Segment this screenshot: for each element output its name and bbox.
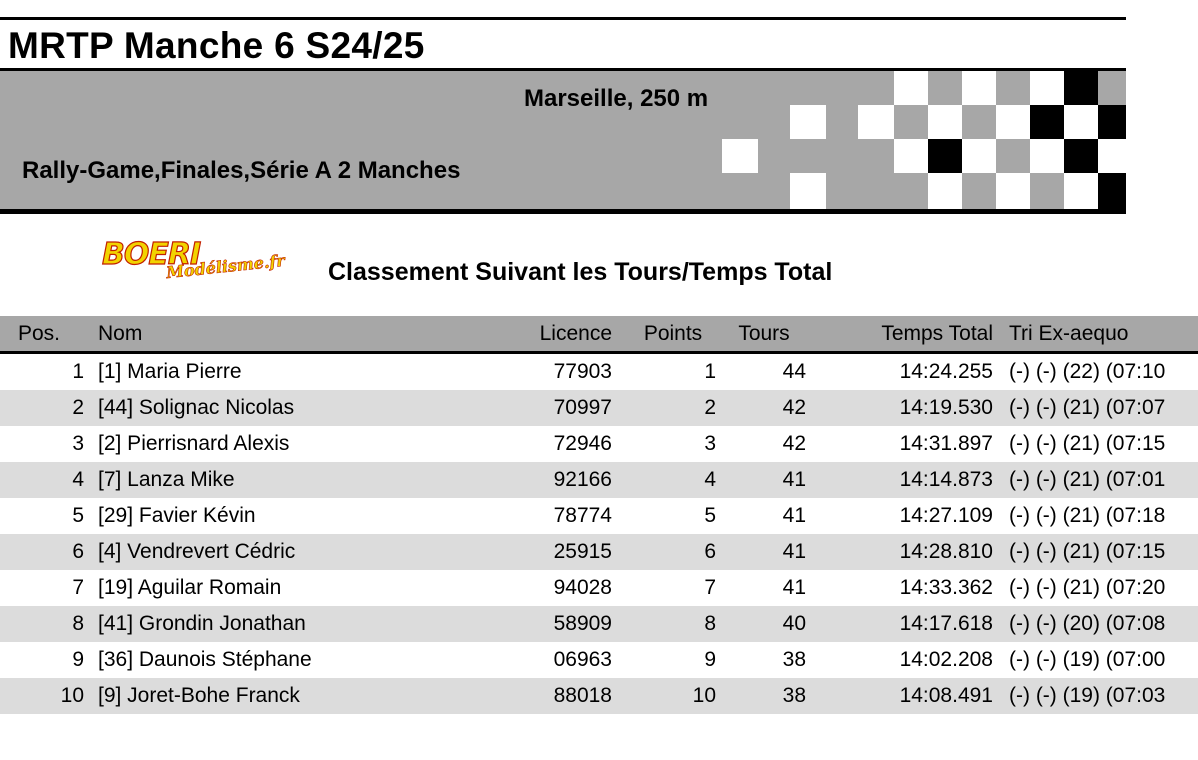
table-row <box>0 462 1198 498</box>
table-row <box>0 426 1198 462</box>
cell-pos: 1 <box>72 360 84 383</box>
table-row <box>0 570 1198 606</box>
logo-brand: BOERI <box>102 237 201 272</box>
col-header-points: Points <box>612 316 716 353</box>
cell-tours: 40 <box>782 612 806 635</box>
cell-licence: 72946 <box>553 432 612 455</box>
cell-name: [19] Aguilar Romain <box>98 576 282 599</box>
cell-tri: (-) (-) (21) (07:15 <box>1009 432 1166 455</box>
top-rule <box>0 17 1126 20</box>
cell-points: 10 <box>692 684 716 707</box>
cell-time: 14:33.362 <box>899 576 993 599</box>
cell-licence: 78774 <box>553 504 612 527</box>
cell-licence: 70997 <box>553 396 612 419</box>
table-row <box>0 642 1198 678</box>
header-band <box>0 68 1126 214</box>
cell-name: [44] Solignac Nicolas <box>98 396 295 419</box>
ranking-subtitle: Classement Suivant les Tours/Temps Total <box>328 258 833 286</box>
logo-sub: Modélisme.fr <box>165 250 286 283</box>
table-row <box>0 353 1198 391</box>
cell-time: 14:28.810 <box>899 540 993 563</box>
cell-tri: (-) (-) (19) (07:03 <box>1009 684 1166 707</box>
cell-points: 4 <box>704 468 716 491</box>
cell-licence: 25915 <box>553 540 612 563</box>
cell-name: [2] Pierrisnard Alexis <box>98 432 290 455</box>
table-row <box>0 678 1198 714</box>
cell-tri: (-) (-) (21) (07:01 <box>1009 468 1166 491</box>
cell-pos: 5 <box>72 504 84 527</box>
table-row <box>0 606 1198 642</box>
col-header-tours: Tours <box>716 316 806 353</box>
cell-licence: 06963 <box>553 648 612 671</box>
cell-points: 3 <box>704 432 716 455</box>
cell-licence: 88018 <box>553 684 612 707</box>
table-header-row <box>0 316 1198 353</box>
cell-points: 8 <box>704 612 716 635</box>
cell-name: [4] Vendrevert Cédric <box>98 540 296 563</box>
cell-points: 7 <box>704 576 716 599</box>
cell-name: [41] Grondin Jonathan <box>98 612 306 635</box>
cell-tri: (-) (-) (22) (07:10 <box>1009 360 1166 383</box>
cell-pos: 10 <box>60 684 84 707</box>
cell-pos: 8 <box>72 612 84 635</box>
cell-name: [36] Daunois Stéphane <box>98 648 312 671</box>
cell-pos: 4 <box>72 468 84 491</box>
cell-tours: 44 <box>782 360 806 383</box>
cell-licence: 77903 <box>553 360 612 383</box>
sponsor-logo <box>100 235 290 287</box>
page-title: MRTP Manche 6 S24/25 <box>8 25 425 66</box>
cell-time: 14:27.109 <box>899 504 993 527</box>
cell-tri: (-) (-) (21) (07:07 <box>1009 396 1166 419</box>
cell-time: 14:14.873 <box>899 468 993 491</box>
table-row <box>0 390 1198 426</box>
col-header-time: Temps Total <box>806 316 993 353</box>
col-header-name: Nom <box>84 316 528 353</box>
cell-points: 2 <box>704 396 716 419</box>
cell-tours: 41 <box>782 576 806 599</box>
col-header-tri: Tri Ex-aequo <box>993 316 1198 353</box>
cell-pos: 3 <box>72 432 84 455</box>
cell-tours: 42 <box>782 432 806 455</box>
cell-tours: 42 <box>782 396 806 419</box>
col-header-licence: Licence <box>528 316 612 353</box>
cell-licence: 92166 <box>553 468 612 491</box>
cell-pos: 7 <box>72 576 84 599</box>
col-header-pos: Pos. <box>0 316 84 353</box>
cell-name: [7] Lanza Mike <box>98 468 235 491</box>
table-row <box>0 498 1198 534</box>
cell-name: [29] Favier Kévin <box>98 504 256 527</box>
cell-pos: 9 <box>72 648 84 671</box>
cell-time: 14:02.208 <box>899 648 993 671</box>
cell-pos: 2 <box>72 396 84 419</box>
cell-points: 5 <box>704 504 716 527</box>
cell-time: 14:19.530 <box>899 396 993 419</box>
cell-points: 1 <box>704 360 716 383</box>
results-table <box>0 316 1198 714</box>
cell-time: 14:08.491 <box>899 684 993 707</box>
cell-time: 14:24.255 <box>899 360 993 383</box>
cell-licence: 58909 <box>553 612 612 635</box>
cell-licence: 94028 <box>553 576 612 599</box>
cell-time: 14:17.618 <box>899 612 993 635</box>
cell-name: [1] Maria Pierre <box>98 360 242 383</box>
cell-tours: 41 <box>782 504 806 527</box>
cell-name: [9] Joret-Bohe Franck <box>98 684 300 707</box>
cell-tri: (-) (-) (19) (07:00 <box>1009 648 1166 671</box>
cell-time: 14:31.897 <box>899 432 993 455</box>
cell-pos: 6 <box>72 540 84 563</box>
cell-tri: (-) (-) (20) (07:08 <box>1009 612 1166 635</box>
cell-tours: 41 <box>782 540 806 563</box>
cell-points: 6 <box>704 540 716 563</box>
cell-tours: 41 <box>782 468 806 491</box>
cell-tours: 38 <box>782 684 806 707</box>
cell-tri: (-) (-) (21) (07:20 <box>1009 576 1166 599</box>
cell-tours: 38 <box>782 648 806 671</box>
cell-points: 9 <box>704 648 716 671</box>
cell-tri: (-) (-) (21) (07:15 <box>1009 540 1166 563</box>
cell-tri: (-) (-) (21) (07:18 <box>1009 504 1166 527</box>
race-series: Rally-Game,Finales,Série A 2 Manches <box>22 157 461 184</box>
table-row <box>0 534 1198 570</box>
race-location: Marseille, 250 m <box>524 85 709 112</box>
